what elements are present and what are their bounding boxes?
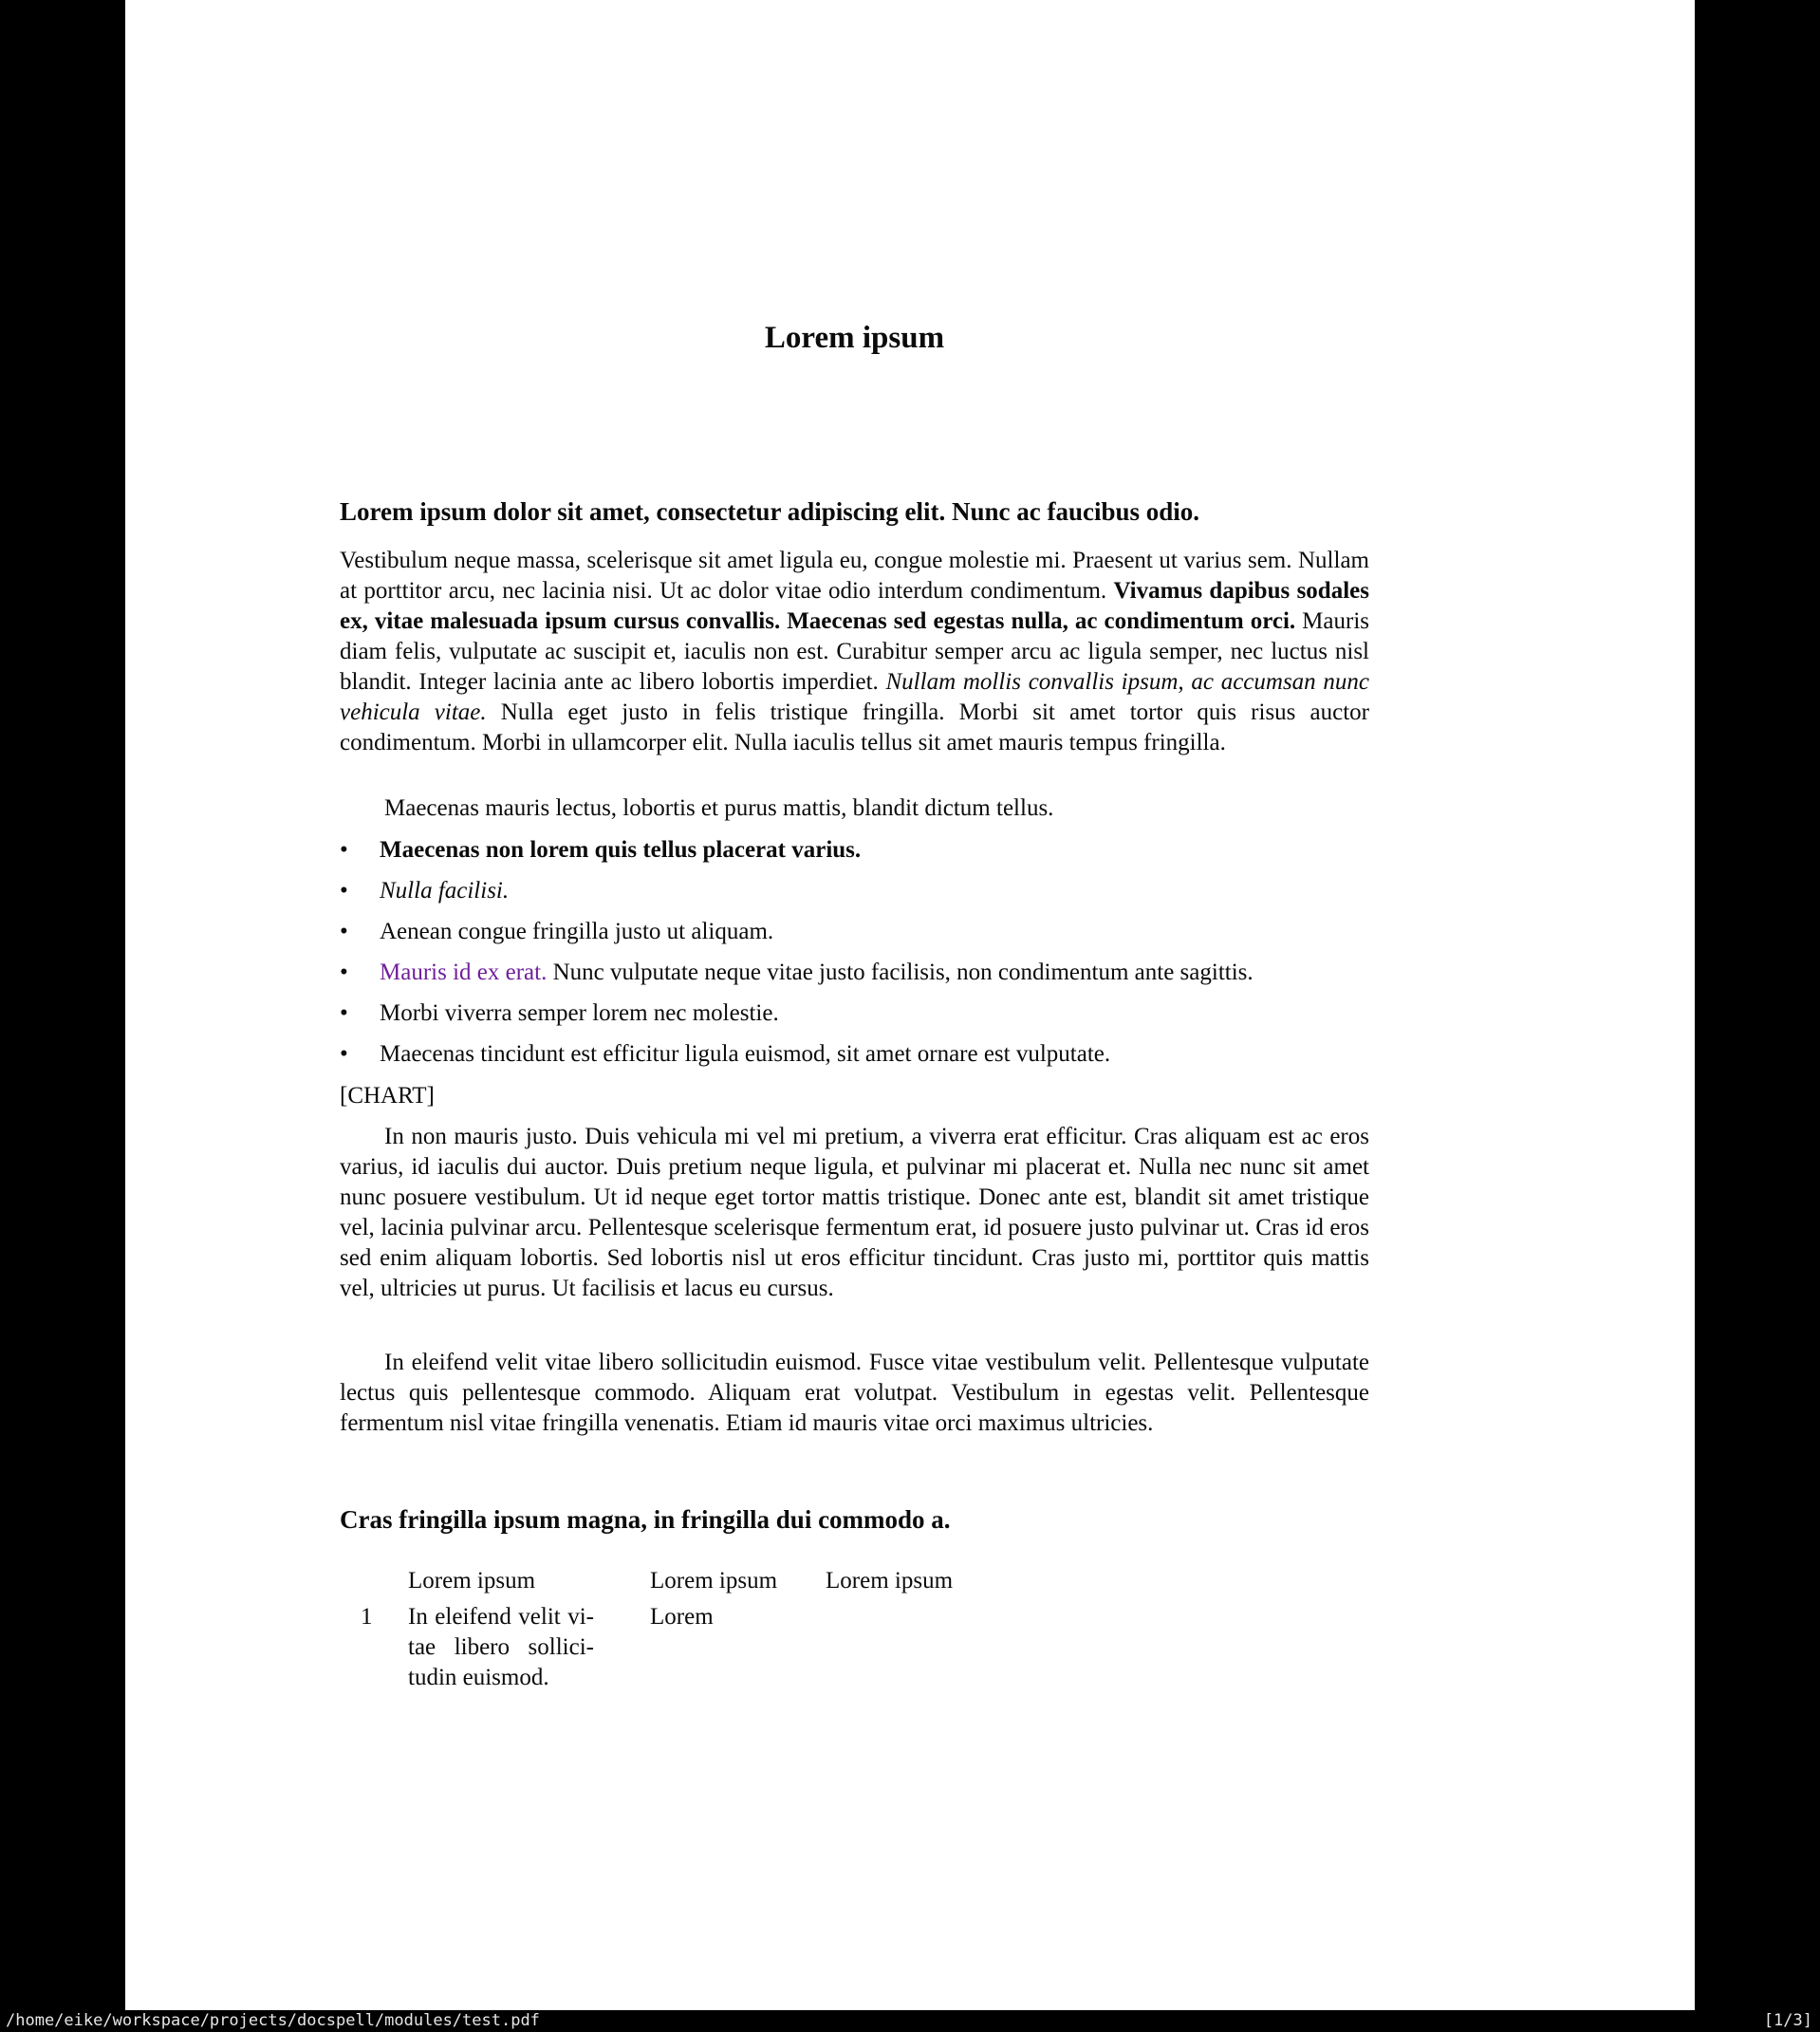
bullet-marker-icon: • (340, 1041, 348, 1067)
table-row-number: 1 (361, 1604, 373, 1630)
statusbar (0, 2010, 1820, 2032)
section-heading-2: Cras fringilla ipsum magna, in fringilla dui commodo a. (340, 1505, 951, 1534)
bullet-marker-icon: • (340, 837, 348, 863)
text-segment-bold: Maecenas non lorem quis tellus placerat varius. (380, 837, 862, 863)
pdf-page[interactable] (125, 0, 1695, 2010)
bullet-marker-icon: • (340, 960, 348, 985)
text-segment-normal: Maecenas tincidunt est efficitur ligula euismod, sit amet ornare est vulputate. (380, 1041, 1111, 1067)
paragraph-2: In non mauris justo. Duis vehicula mi vel mi pretium, a viverra erat efficitur. Cras aliquam est ac eros varius, id iaculis dui auctor. Duis pretium neque ligula, et pulvinar mi placerat et. Nulla nec nunc sit amet nunc posuere vestibulum. Ut id neque eget tortor mattis tristique. Donec ante est, blandit sit amet tristique vel, lacinia pulvinar arcu. Pellentesque scelerisque fermentum erat, id posuere justo pulvinar ut. Cras id eros sed enim aliquam lobortis. Sed lobortis nisl ut eros efficitur tincidunt. Cras justo mi, porttitor quis mattis vel, ultricies ut purus. Ut facilisis et lacus eu cursus. (340, 1124, 1369, 1301)
text-segment-normal: Aenean congue fringilla justo ut aliquam. (380, 919, 774, 944)
bullet-item-6 (340, 1039, 1369, 1070)
text-segment-normal: Morbi viverra semper lorem nec molestie. (380, 1000, 779, 1026)
table-cell-col2: Lorem (650, 1604, 714, 1630)
text-segment-normal: Nulla eget justo in felis tristique fringilla. Morbi sit amet tortor quis risus auctor condimentum. Morbi in ullamcorper elit. Nulla iaculis tellus sit amet mauris tempus fringilla. (340, 699, 1369, 755)
table-header-col1: Lorem ipsum (408, 1568, 536, 1594)
bullet-item-2 (340, 876, 1369, 906)
paragraph-indented: Maecenas mauris lectus, lobortis et purus mattis, blandit dictum tellus. (384, 795, 1054, 821)
text-segment-italic: Nullam mollis convallis ipsum, ac accumsan nunc vehicula vitae. (340, 669, 1369, 725)
statusbar-file-path: /home/eike/workspace/projects/docspell/modules/test.pdf (6, 2011, 540, 2030)
link-mauris-id-ex-erat[interactable]: Mauris id ex erat. (380, 960, 548, 985)
paragraph-1 (340, 546, 1369, 758)
document-title: Lorem ipsum (764, 321, 945, 355)
text-segment-italic: Nulla facilisi. (380, 878, 510, 904)
text-segment-normal: Mauris diam felis, vulputate ac suscipit et, iaculis non est. Curabitur semper arcu ac ligula semper, nec luctus nisl blandit. Integer lacinia ante ac libero lobortis imperdiet. (340, 608, 1369, 695)
section-heading-1: Lorem ipsum dolor sit amet, consectetur adipiscing elit. Nunc ac faucibus odio. (340, 497, 1200, 526)
text-segment-normal: Vestibulum neque massa, scelerisque sit amet ligula eu, congue molestie mi. Praesent ut varius sem. Nullam at porttitor arcu, nec lacinia nisi. Ut ac dolor vitae odio interdum condimentum. (340, 548, 1369, 604)
bullet-marker-icon: • (340, 1000, 348, 1026)
bullet-marker-icon: • (340, 919, 348, 944)
paragraph-3: In eleifend velit vitae libero sollicitudin euismod. Fusce vitae vestibulum velit. Pellentesque vulputate lectus quis pellentesque commodo. Aliquam erat volutpat. Vestibulum in egestas velit. Pellentesque fermentum nisl vitae fringilla venenatis. Etiam id mauris vitae orci maximus ultricies. (340, 1350, 1369, 1436)
bullet-item-3 (340, 917, 1369, 947)
bullet-item-5 (340, 998, 1369, 1029)
table-header-col2: Lorem ipsum (650, 1568, 778, 1594)
text-segment-bold: Vivamus dapibus sodales ex, vitae malesuada ipsum cursus convallis. Maecenas sed egestas nulla, ac condimentum orci. (340, 578, 1369, 634)
bullet-item-4 (340, 958, 1369, 988)
statusbar-page-indicator: [1/3] (1763, 2011, 1812, 2030)
bullet-item-1 (340, 835, 1369, 866)
table-header-col3: Lorem ipsum (826, 1568, 954, 1594)
text-segment-normal: Nunc vulputate neque vitae justo facilisis, non condimentum ante sagittis. (547, 960, 1254, 985)
chart-placeholder: [CHART] (340, 1083, 435, 1109)
table-cell-col1: In eleifend velit vi- tae libero sollici- tudin euismod. (408, 1604, 594, 1690)
bullet-list (340, 835, 1369, 1080)
document-table (340, 1566, 1369, 1718)
bullet-marker-icon: • (340, 878, 348, 904)
